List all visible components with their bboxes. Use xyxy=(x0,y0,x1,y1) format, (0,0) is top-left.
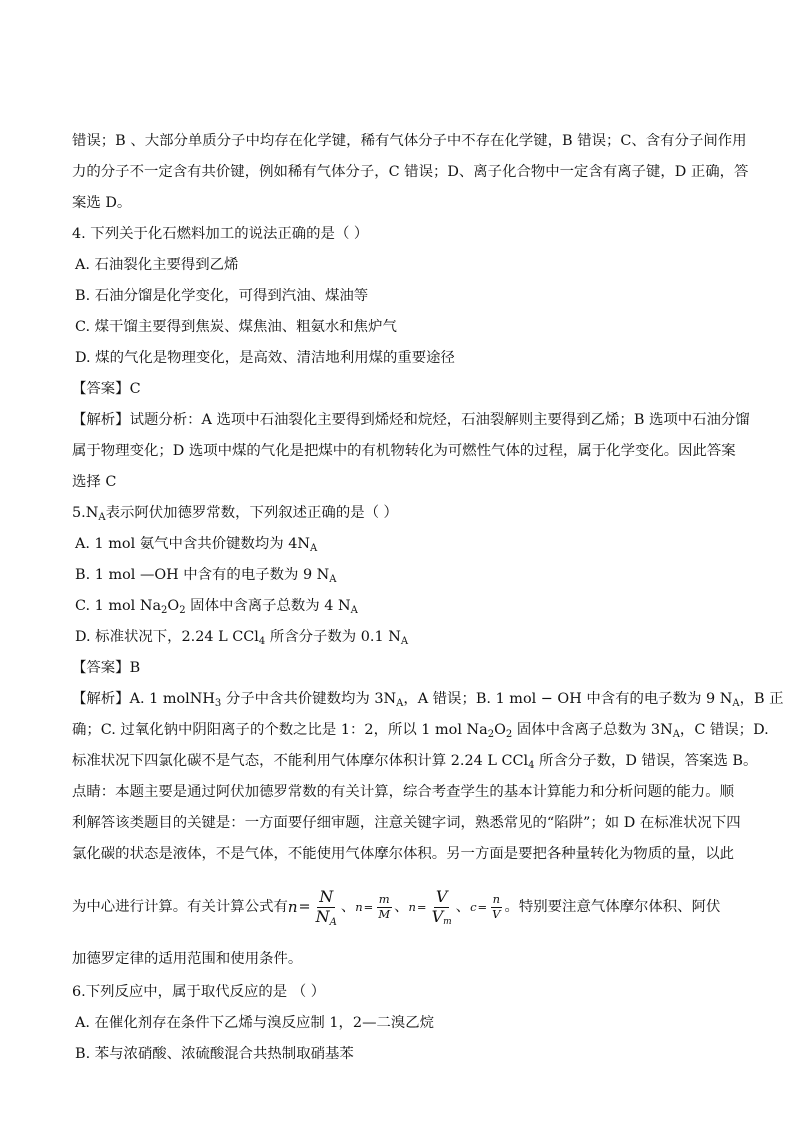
question-4-explanation: 【解析】试题分析：A 选项中石油裂化主要得到烯烃和烷烃，石油裂解则主要得到乙烯；B 选项中石油分馏 xyxy=(72,412,750,428)
formula-lhs: c xyxy=(470,900,477,914)
question-6-stem: 6.下列反应中，属于取代反应的是 （ ） xyxy=(72,984,326,1000)
explanation-line: 力的分子不一定含有共价键，例如稀有气体分子，C 错误；D、离子化合物中一定含有离子键，D 正确，答 xyxy=(72,164,749,180)
formula-fraction: $\frac{m}{M}$ xyxy=(378,892,391,921)
question-5-explanation: 标准状况下四氯化碳不是气态，不能利用气体摩尔体积计算 2.24 L CCl$_4$ 所含分子数，D 错误，答案选 B。 xyxy=(72,753,758,771)
question-4-option-c: C. 煤干馏主要得到焦炭、煤焦油、粗氨水和焦炉气 xyxy=(75,319,397,335)
question-4-explanation: 选择 C xyxy=(72,474,117,490)
formula-lhs: n xyxy=(408,900,416,914)
question-5-explanation: 【解析】A. 1 molNH$_3$ 分子中含共价键数均为 $3N_A$，A 错误；B. 1 mol − OH 中含有的电子数为 9 $N_A$，B 正 xyxy=(72,691,784,709)
question-5-tip: 氯化碳的状态是液体，不是气体，不能使用气体摩尔体积。另一方面是要把各种量转化为物质的量，以此 xyxy=(72,846,734,862)
question-4-answer: 【答案】C xyxy=(72,381,141,397)
question-4-stem: 4. 下列关于化石燃料加工的说法正确的是（ ） xyxy=(72,226,369,242)
formula-fraction: $\frac{V}{V_m}$ xyxy=(431,887,452,927)
question-5-option-a: A. 1 mol 氨气中含共价键数均为 $4N_A$ xyxy=(75,536,318,554)
question-5-option-c: C. 1 mol $Na_2O_2$ 固体中含离子总数为 4 $N_A$ xyxy=(75,598,358,616)
question-5-tip: 利解答该类题目的关键是：一方面要仔细审题，注意关键字词，熟悉常见的“陷阱”；如 D 在标准状况下四 xyxy=(72,815,741,831)
question-5-tip: 加德罗定律的适用范围和使用条件。 xyxy=(72,951,303,967)
question-5-answer: 【答案】B xyxy=(72,660,141,676)
question-5-explanation: 确；C. 过氧化钠中阴阳离子的个数之比是 1：2，所以 1 mol $Na_2O_2$ 固体中含离子总数为 $3N_A$，C 错误；D. xyxy=(72,722,769,740)
formula-lhs: n xyxy=(355,900,363,914)
question-4-explanation: 属于物理变化；D 选项中煤的气化是把煤中的有机物转化为可燃性气体的过程，属于化学变化。因此答案 xyxy=(72,443,736,459)
question-4-option-a: A. 石油裂化主要得到乙烯 xyxy=(75,257,239,273)
document-page xyxy=(72,126,784,1070)
formula-fraction: $\frac{n}{V}$ xyxy=(492,892,501,921)
question-5-tip-formulas: 为中心进行计算。有关计算公式有 n = $\frac{N}{N_A}$ 、 n = $\frac{m}{M}$ 、 n = $\frac{V}{V_m}$ 、 c = $\frac{n}{V}$ 。特别要注意气体摩尔体积、阿伏 xyxy=(72,870,724,944)
question-6-option-b: B. 苯与浓硝酸、浓硫酸混合共热制取硝基苯 xyxy=(75,1046,354,1062)
formula-fraction: $\frac{N}{N_A}$ xyxy=(315,887,337,928)
formula-lhs: n xyxy=(287,898,298,916)
explanation-line: 案选 D。 xyxy=(72,195,132,211)
question-5-tip: 点睛：本题主要是通过阿伏加德罗常数的有关计算，综合考查学生的基本计算能力和分析问题的能力。顺 xyxy=(72,784,734,800)
explanation-line: 错误；B 、大部分单质分子中均存在化学键，稀有气体分子中不存在化学键，B 错误；C、含有分子间作用 xyxy=(72,133,747,149)
question-5-stem: $5.N_A$表示阿伏加德罗常数，下列叙述正确的是（ ） xyxy=(72,505,398,523)
question-6-option-a: A. 在催化剂存在条件下乙烯与溴反应制 1，2—二溴乙烷 xyxy=(75,1015,435,1031)
question-5-option-b: B. 1 mol —OH 中含有的电子数为 9 $N_A$ xyxy=(75,567,337,585)
question-4-option-d: D. 煤的气化是物理变化，是高效、清洁地利用煤的重要途径 xyxy=(75,350,455,366)
question-5-option-d: D. 标准状况下，2.24 L CCl$_4$ 所含分子数为 0.1 $N_A$ xyxy=(75,629,409,647)
question-4-option-b: B. 石油分馏是化学变化，可得到汽油、煤油等 xyxy=(75,288,369,304)
